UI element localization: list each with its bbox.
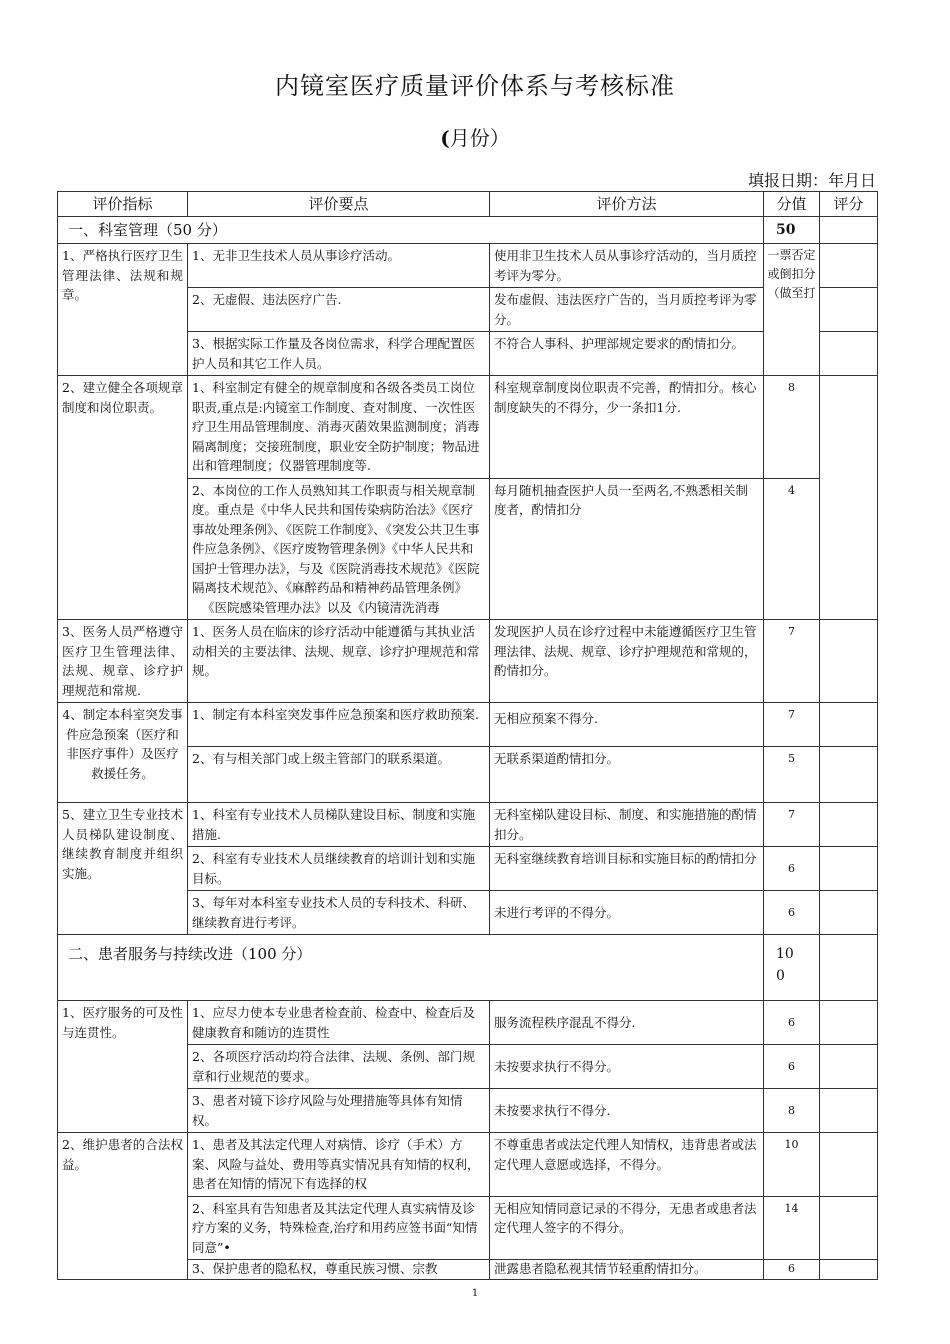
rating-cell [820, 244, 878, 288]
header-indicator: 评价指标 [58, 192, 188, 217]
rating-cell [820, 1089, 878, 1133]
method-cell: 无相应知情同意记录的不得分，无患者或患者法定代理人签字的不得分。 [490, 1196, 764, 1260]
point-cell [188, 478, 490, 620]
rating-cell [820, 747, 878, 803]
rating-cell [820, 847, 878, 891]
point-cell: 1、医务人员在临床的诊疗活动中能遵循与其执业活动相关的主要法律、法规、规章、诊疗护理规范和常规。 [188, 620, 490, 703]
point-cell: 1、患者及其法定代理人对病情、诊疗（手术）方案、风险与益处、费用等真实情况具有知情的权利，患者在知情的情况下有选择的权 [188, 1133, 490, 1197]
rating-cell [820, 1260, 878, 1280]
point-cell: 2、有与相关部门或上级主管部门的联系渠道。 [188, 747, 490, 803]
indicator-cell: 1、医疗服务的可及性与连贯性。 [58, 1001, 188, 1133]
indicator-cell: 2、维护患者的合法权益。 [58, 1133, 188, 1280]
section-score [764, 935, 820, 1001]
method-cell: 发布虚假、违法医疗广告的，当月质控考评为零分。 [490, 288, 764, 332]
rating-cell [820, 935, 878, 1001]
header-row [58, 192, 878, 217]
header-points: 评价要点 [188, 192, 490, 217]
score-cell: 6 [764, 1001, 820, 1045]
method-cell: 未按要求执行不得分。 [490, 1045, 764, 1089]
point-cell: 1、应尽力使本专业患者检查前、检查中、检查后及健康教育和随访的连贯性 [188, 1001, 490, 1045]
point-text: 2、本岗位的工作人员熟知其工作职责与相关规章制度。重点是《中华人民共和国传染病防治法》《医疗事故处理条例》、《医院工作制度》、《突发公共卫生事件应急条例》、《医疗废物管理条例》《中华人民共和国护士管理办法》，与及《医院消毒技术规范》《医院隔离技术规范》、《麻醉药品和精神药品管理条例》 [192, 482, 480, 595]
indicator-cell: 4、制定本科室突发事件应急预案（医疗和非医疗事件）及医疗救援任务。 [58, 703, 188, 803]
rating-cell [820, 1133, 878, 1197]
score-cell: 4 [764, 478, 820, 620]
score-cell: 10 [764, 1133, 820, 1197]
rating-cell [820, 1045, 878, 1089]
point-cell: 3、每年对本科室专业技术人员的专科技术、科研、继续教育进行考评。 [188, 891, 490, 935]
method-cell: 泄露患者隐私视其情节轻重酌情扣分。 [490, 1260, 764, 1280]
table-row [58, 376, 878, 479]
document-subtitle [0, 122, 950, 151]
score-cell: 7 [764, 703, 820, 747]
method-cell: 无联系渠道酌情扣分。 [490, 747, 764, 803]
point-cell: 3、保护患者的隐私权，尊重民族习惯、宗教 [188, 1260, 490, 1280]
point-cell: 3、根据实际工作量及各岗位需求，科学合理配置医护人员和其它工作人员。 [188, 332, 490, 376]
method-cell: 无科室继续教育培训目标和实施目标的酌情扣分 [490, 847, 764, 891]
point-cell: 1、制定有本科室突发事件应急预案和医疗救助预案. [188, 703, 490, 747]
method-cell: 发现医护人员在诊疗过程中未能遵循医疗卫生管理法律、法规、规章、诊疗护理规范和常规的，酌情扣分。 [490, 620, 764, 703]
rating-cell [820, 620, 878, 703]
score-cell: 7 [764, 803, 820, 847]
header-score: 分值 [764, 192, 820, 217]
indicator-cell: 2、建立健全各项规章制度和岗位职责。 [58, 376, 188, 620]
score-cell: 5 [764, 747, 820, 803]
section-score-bottom: 0 [776, 968, 785, 984]
fill-date: 填报日期：年月日 [747, 171, 876, 190]
rating-cell [820, 1001, 878, 1045]
method-cell: 不符合人事科、护理部规定要求的酌情扣分。 [490, 332, 764, 376]
subtitle-text: 月份） [449, 126, 510, 150]
rating-cell [820, 376, 878, 620]
score-cell: 8 [764, 376, 820, 479]
method-cell: 未进行考评的不得分。 [490, 891, 764, 935]
point-cell: 1、科室有专业技术人员梯队建设目标、制度和实施措施. [188, 803, 490, 847]
point-cell: 2、科室具有告知患者及其法定代理人真实病情及诊疗方案的义务，特殊检查,治疗和用药应签书面“知情同意”• [188, 1196, 490, 1260]
rating-cell [820, 217, 878, 244]
section-title: 一、科室管理（50 分） [58, 217, 764, 244]
subtitle-paren: ( [440, 126, 450, 150]
method-cell: 不尊重患者或法定代理人知情权，违背患者或法定代理人意愿或选择，不得分。 [490, 1133, 764, 1197]
method-cell: 科室规章制度岗位职责不完善，酌情扣分。核心制度缺失的不得分，少一条扣1分. [490, 376, 764, 479]
section-score: 50 [764, 217, 820, 244]
rating-cell [820, 288, 878, 332]
score-cell: 6 [764, 847, 820, 891]
indicator-cell: 5、建立卫生专业技术人员梯队建设制度、继续教育制度并组织实施。 [58, 803, 188, 935]
rating-cell [820, 803, 878, 847]
point-cell: 2、无虚假、违法医疗广告. [188, 288, 490, 332]
indicator-cell: 3、医务人员严格遵守医疗卫生管理法律、法规、规章、诊疗护理规范和常规. [58, 620, 188, 703]
point-cell: 2、科室有专业技术人员继续教育的培训计划和实施目标。 [188, 847, 490, 891]
table-row [58, 1133, 878, 1197]
document-title: 内镜室医疗质量评价体系与考核标准 [275, 72, 675, 100]
rating-cell [820, 703, 878, 747]
method-cell: 使用非卫生技术人员从事诊疗活动的，当月质控考评为零分。 [490, 244, 764, 288]
point-cell: 3、患者对镜下诊疗风险与处理措施等具体有知情权。 [188, 1089, 490, 1133]
score-cell: 14 [764, 1196, 820, 1260]
point-extra-text: 《医院感染管理办法》以及《内镜清洗消毒 [202, 599, 440, 615]
score-cell: 7 [764, 620, 820, 703]
point-cell: 1、科室制定有健全的规章制度和各级各类员工岗位职责,重点是:内镜室工作制度、查对制度、一次性医疗卫生用品管理制度、消毒灭菌效果监测制度；消毒隔离制度；交接班制度，职业安全防护制度；物品进出和管理制度；仪器管理制度等. [188, 376, 490, 479]
header-method: 评价方法 [490, 192, 764, 217]
table-row [58, 1001, 878, 1045]
table-row [58, 620, 878, 703]
header-rating: 评分 [820, 192, 878, 217]
evaluation-table [57, 191, 878, 1280]
table-row [58, 244, 878, 288]
table-row [58, 703, 878, 747]
rating-cell [820, 332, 878, 376]
method-cell: 无相应预案不得分. [490, 703, 764, 747]
table-row [58, 803, 878, 847]
section-title: 二、患者服务与持续改进（100 分） [58, 935, 764, 1001]
page-number: 1 [471, 1288, 479, 1299]
section-score-top: 10 [776, 946, 794, 962]
method-cell: 无科室梯队建设目标、制度、和实施措施的酌情扣分。 [490, 803, 764, 847]
rating-cell [820, 891, 878, 935]
section-row [58, 935, 878, 1001]
method-cell: 未按要求执行不得分. [490, 1089, 764, 1133]
method-cell: 每月随机抽查医护人员一至两名,不熟悉相关制度者，酌情扣分 [490, 478, 764, 620]
section-row [58, 217, 878, 244]
score-cell: 6 [764, 1045, 820, 1089]
point-cell: 1、无非卫生技术人员从事诊疗活动。 [188, 244, 490, 288]
point-cell: 2、各项医疗活动均符合法律、法规、条例、部门规章和行业规范的要求。 [188, 1045, 490, 1089]
score-cell: 6 [764, 1260, 820, 1280]
score-note-cell: 一票否定或倒扣分（做至打 [764, 244, 820, 376]
indicator-cell: 1、严格执行医疗卫生管理法律、法规和规章。 [58, 244, 188, 376]
rating-cell [820, 1196, 878, 1260]
score-cell: 8 [764, 1089, 820, 1133]
method-cell: 服务流程秩序混乱不得分. [490, 1001, 764, 1045]
score-cell: 6 [764, 891, 820, 935]
